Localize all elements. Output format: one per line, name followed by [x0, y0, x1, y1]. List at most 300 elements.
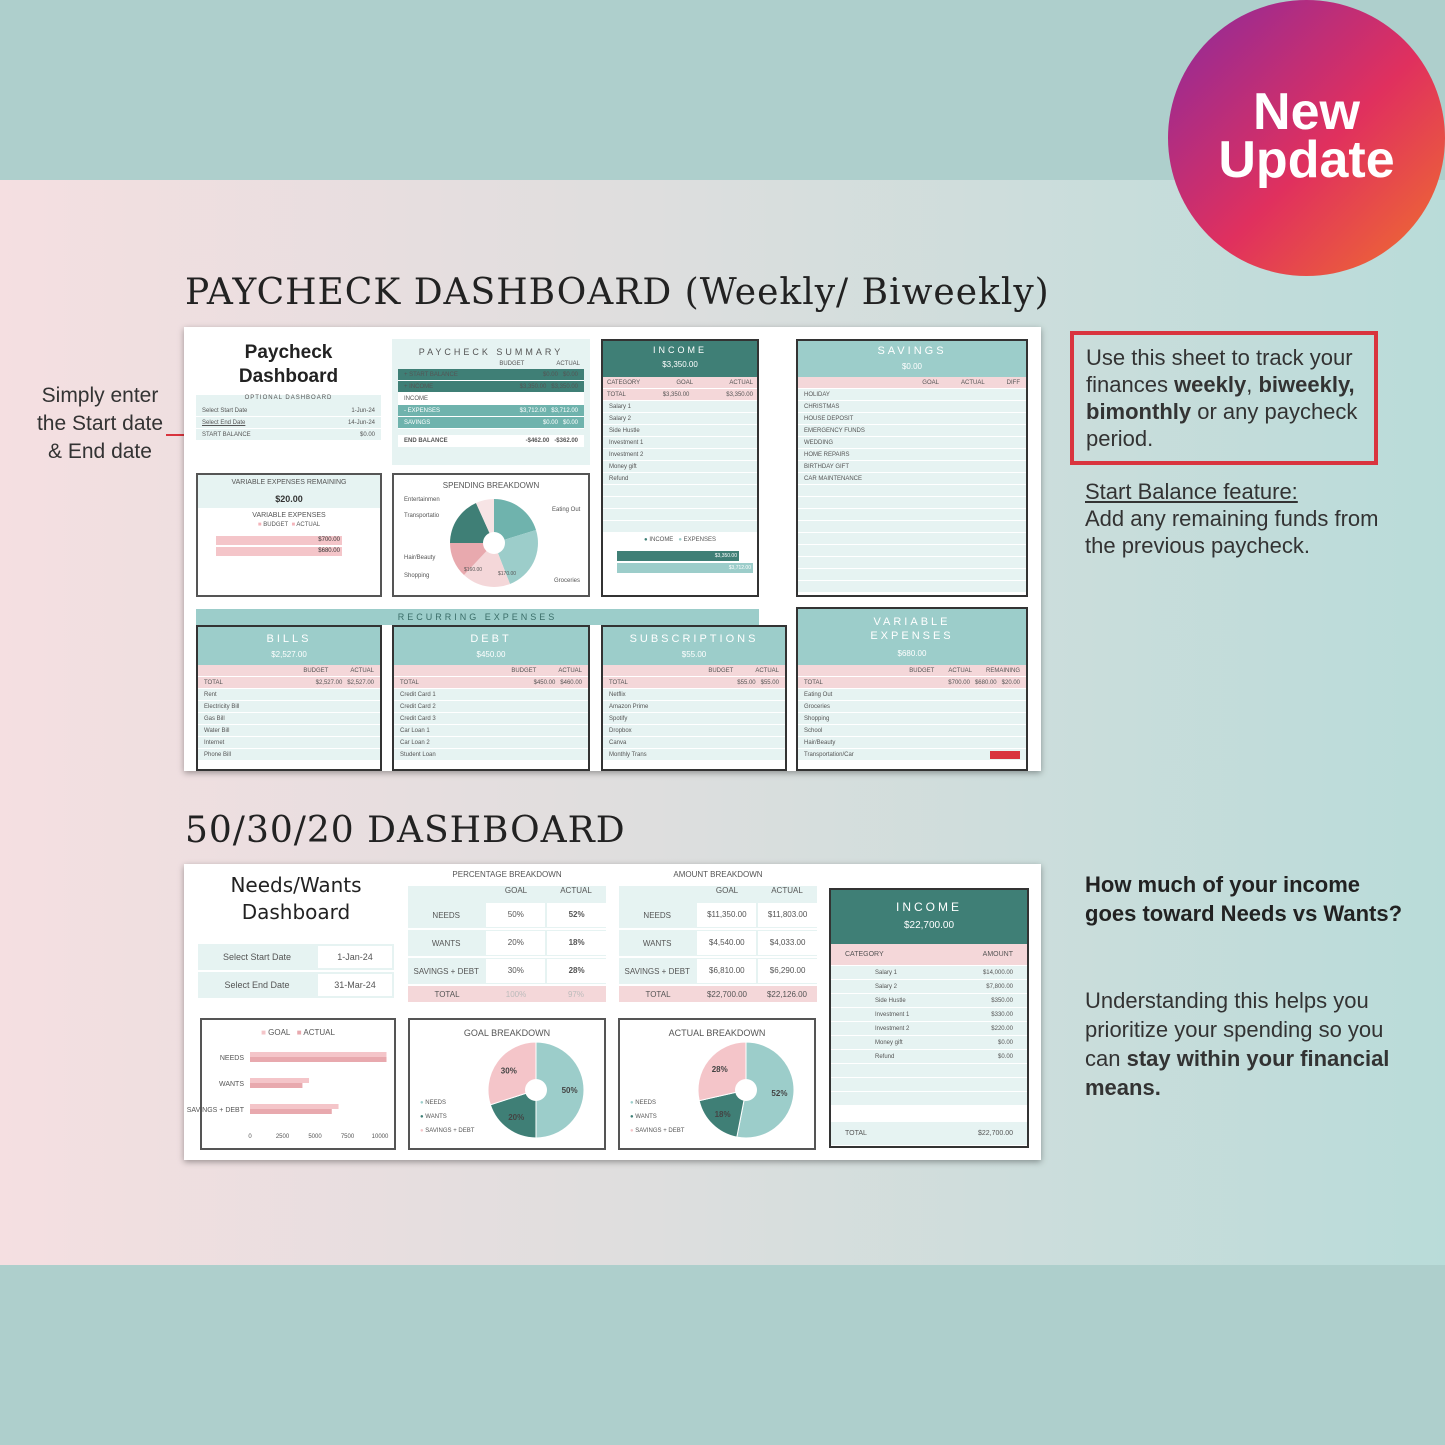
col-label: BUDGET [909, 667, 935, 674]
row-label: Select End Date [202, 419, 246, 426]
table-row [603, 725, 785, 737]
row-label: Canva [609, 739, 627, 746]
row-value: $350.00 [991, 997, 1013, 1004]
savings-header [798, 341, 1026, 377]
row-label: Credit Card 3 [400, 715, 436, 722]
badge-line-1: New [1253, 83, 1360, 141]
bar-svg [186, 1038, 398, 1150]
col-label: GOAL [676, 379, 694, 386]
legend-item: ● NEEDS [420, 1100, 446, 1106]
col-label: CATEGORY [607, 379, 641, 386]
row-label: Credit Card 2 [400, 703, 436, 710]
income-col-header [603, 377, 757, 389]
summary-row: + INCOME $3,350.00 $3,350.00 [398, 381, 584, 393]
table-row [408, 902, 606, 930]
table-row [198, 689, 380, 701]
table-row [798, 497, 1026, 509]
legend-actual: ACTUAL [296, 522, 321, 528]
table-row [798, 413, 1026, 425]
end-actual: -$362.00 [554, 437, 578, 444]
paycheck-title-block [196, 341, 381, 441]
row-label: CAR MAINTENANCE [804, 475, 863, 482]
variable-title: VARIABLE EXPENSES [870, 616, 954, 642]
row-value: $0.00 [997, 1039, 1013, 1046]
axis-tick: 10000 [371, 1134, 389, 1140]
table-row [798, 545, 1026, 557]
row-label: Spotify [609, 715, 628, 722]
table-row [603, 701, 785, 713]
amt-rows [619, 902, 817, 1002]
col-label: ACTUAL [560, 886, 592, 895]
explain-text: Understanding this helps you prioritize your spending so you can [1085, 988, 1384, 1071]
row-label: Credit Card 1 [400, 691, 436, 698]
col-label: ACTUAL [350, 667, 374, 674]
legend-item: ● WANTS [420, 1114, 447, 1120]
row-label: SAVINGS + DEBT [624, 966, 690, 976]
axis-tick: 0 [248, 1134, 252, 1140]
axis-tick: 2500 [275, 1134, 290, 1140]
paycheck-heading: PAYCHECK DASHBOARD (Weekly/ Biweekly) [185, 272, 1050, 313]
row-label: END BALANCE [404, 437, 448, 444]
row-label: Internet [204, 739, 225, 746]
bar [250, 1078, 309, 1083]
table-row [619, 958, 817, 986]
table-row [798, 449, 1026, 461]
amt-title: AMOUNT BREAKDOWN [673, 870, 763, 879]
actual-breakdown-panel [618, 1018, 816, 1150]
col-label: GOAL [715, 886, 739, 895]
row-label: EMERGENCY FUNDS [804, 427, 865, 434]
col-label: ACTUAL [755, 667, 779, 674]
table-row [603, 497, 757, 509]
row-label: BIRTHDAY GIFT [804, 463, 850, 470]
legend-goal: GOAL [268, 1028, 291, 1037]
row-label: + START BALANCE [404, 371, 458, 378]
col-label: BUDGET [511, 667, 537, 674]
table-row [798, 521, 1026, 533]
summary-row: SAVINGS $0.00 $0.00 [398, 417, 584, 429]
total-cell: TOTAL [434, 989, 460, 999]
actual-pie-title: ACTUAL BREAKDOWN [668, 1028, 766, 1038]
spend-value: $160.00 [464, 567, 483, 573]
legend-budget: BUDGET [263, 522, 289, 528]
badge-line-2: Update [1218, 131, 1395, 189]
subs-title: SUBSCRIPTIONS [629, 633, 759, 645]
pct-rows [408, 902, 606, 1002]
row-label: Water Bill [204, 727, 230, 734]
bar [250, 1104, 339, 1109]
bar [250, 1057, 387, 1062]
table-row [408, 930, 606, 958]
table-row [603, 449, 757, 461]
table-row [798, 473, 1026, 485]
row-label: Investment 2 [875, 1025, 910, 1032]
row-label: Electricity Bill [204, 703, 240, 710]
total-cell: $22,700.00 [706, 989, 748, 999]
row-label: CHRISTMAS [804, 403, 840, 410]
table-row [798, 485, 1026, 497]
table-row [798, 533, 1026, 545]
row-label: Phone Bill [204, 751, 232, 758]
savings-col-header [798, 377, 1026, 389]
spending-title: SPENDING BREAKDOWN [442, 481, 540, 490]
table-row [798, 425, 1026, 437]
pie-label: 52% [771, 1089, 788, 1099]
variable-value: $680.00 [897, 649, 927, 658]
pie-label: 30% [500, 1066, 517, 1076]
table-row [798, 713, 1026, 725]
table-row [798, 689, 1026, 701]
table-row [198, 701, 380, 713]
table-row [603, 461, 757, 473]
table-row [603, 437, 757, 449]
goal-pie-title: GOAL BREAKDOWN [463, 1028, 551, 1038]
note-bold: weekly [1174, 372, 1247, 397]
var-bar-budget [216, 536, 342, 545]
total-cell: 100% [505, 989, 527, 999]
goal-value: 30% [486, 959, 545, 983]
bar-label: NEEDS [219, 1055, 244, 1062]
row-label: HOME REPAIRS [804, 451, 850, 458]
subscriptions-panel: SUBSCRIPTIONS $55.00 BUDGET ACTUAL TOTAL $55.00 $55.00 Netflix Amazon Prime Spotify Dropbox Canva Monthly Trans [601, 625, 787, 771]
spend-label: Eating Out [552, 507, 581, 513]
bar-label: SAVINGS + DEBT [186, 1107, 244, 1114]
row-value: $7,800.00 [986, 983, 1013, 990]
table-row [798, 701, 1026, 713]
table-row [831, 1022, 1027, 1036]
row-label: Monthly Trans [609, 751, 647, 758]
table-row [198, 749, 380, 761]
row-label: HOLIDAY [804, 391, 830, 398]
table-row [831, 1050, 1027, 1064]
debt-rows [394, 689, 588, 761]
row-label: Salary 1 [875, 969, 898, 976]
amount-table [619, 870, 817, 1002]
variable-remaining-panel: VARIABLE EXPENSES REMAINING $20.00 VARIABLE EXPENSES ■ BUDGET ■ ACTUAL $700.00 $680.00 [196, 473, 382, 597]
row-label: Select Start Date [202, 407, 248, 414]
needs-wants-card [184, 864, 1041, 1160]
legend-label: SAVINGS + DEBT [425, 1128, 475, 1134]
row-label: Money gift [609, 463, 637, 470]
row-label: WEDDING [804, 439, 833, 446]
table-row [798, 401, 1026, 413]
table-row [394, 737, 588, 749]
note-text: Use this sheet to track your finances [1086, 345, 1353, 397]
savings-panel [796, 339, 1028, 597]
income-rows [603, 401, 757, 533]
row-label: Netflix [609, 691, 626, 698]
expense-bar [617, 563, 753, 573]
total-cell: TOTAL [645, 989, 671, 999]
row-label: Select Start Date [222, 952, 292, 962]
row-label: Money gift [875, 1039, 903, 1046]
table-row [408, 958, 606, 986]
actual-value: $6,290.00 [758, 959, 817, 983]
income-header [603, 341, 757, 377]
paycheck-title: Paycheck Dashboard [238, 342, 339, 387]
row-label: Groceries [804, 703, 831, 710]
side-note: Simply enter the Start date & End date [36, 384, 164, 463]
spend-label: Groceries [554, 578, 581, 584]
row-label: Salary 2 [609, 415, 632, 422]
goal-value: $4,540.00 [697, 931, 756, 955]
col-label: ACTUAL [558, 667, 582, 674]
goal-legend [420, 1096, 474, 1138]
needs-income-value: $22,700.00 [903, 920, 955, 931]
row-label: Refund [875, 1053, 895, 1060]
col-label: DIFF [1006, 379, 1020, 386]
row-value: $0.00 [359, 431, 375, 438]
table-row [603, 413, 757, 425]
row-value: $0.00 [997, 1053, 1013, 1060]
row-value: $330.00 [991, 1011, 1013, 1018]
row-label: WANTS [642, 938, 672, 948]
summary-title: PAYCHECK SUMMARY [418, 347, 564, 357]
actual-value: 28% [547, 959, 606, 983]
table-row [798, 461, 1026, 473]
row-label: TOTAL [400, 679, 419, 686]
table-row [198, 737, 380, 749]
subs-rows [603, 689, 785, 761]
start-balance-title: Start Balance feature: [1085, 479, 1298, 504]
total-row [619, 986, 817, 1002]
row-label: SAVINGS [404, 419, 431, 426]
needs-start-row[interactable] [198, 944, 394, 970]
income-value: $3,350.00 [662, 360, 698, 369]
row-label: Salary 1 [609, 403, 632, 410]
savings-rows [798, 389, 1026, 593]
needs-title: Needs/Wants Dashboard [230, 873, 362, 924]
goal-value: 50% [486, 903, 545, 927]
debt-title: DEBT [470, 633, 512, 645]
table-row [831, 966, 1027, 980]
row-label: - EXPENSES [404, 407, 441, 414]
row-label: Student Loan [400, 751, 436, 758]
row-label: Car Loan 2 [400, 739, 430, 746]
row-label: TOTAL [804, 679, 823, 686]
row-label: Transportation/Car [804, 751, 854, 758]
axis-tick: 7500 [340, 1134, 355, 1140]
spending-breakdown-panel [392, 473, 590, 597]
spend-label: Shopping [404, 573, 430, 579]
row-value: 31-Mar-24 [318, 974, 392, 996]
legend-item: ● NEEDS [630, 1100, 656, 1106]
table-row [603, 401, 757, 413]
legend-item: ● WANTS [630, 1114, 657, 1120]
col-label: ACTUAL [729, 379, 753, 386]
spend-label: Transportatio [404, 513, 440, 519]
bar-value: $3,350.00 [714, 553, 737, 559]
summary-row [398, 393, 584, 405]
legend-label: SAVINGS + DEBT [635, 1128, 685, 1134]
table-row [798, 557, 1026, 569]
income-bar [617, 551, 739, 561]
legend-label: NEEDS [425, 1100, 446, 1106]
needs-title-block [198, 872, 394, 998]
needs-bar-chart: ■ GOAL ■ ACTUAL NEEDS WANTS SAVINGS + DEBT 0 2500 5000 7500 10000 [200, 1018, 396, 1150]
legend-income: INCOME [649, 537, 674, 543]
savings-title: SAVINGS [877, 345, 947, 357]
var-bar-actual [216, 547, 342, 556]
row-label: Car Loan 1 [400, 727, 430, 734]
var-remaining-value: $20.00 [198, 490, 380, 508]
row-label: TOTAL [845, 1130, 867, 1137]
new-update-badge [1168, 0, 1445, 276]
spend-label: Hair/Beauty [404, 555, 436, 561]
legend-label: NEEDS [635, 1100, 656, 1106]
row-label: SAVINGS + DEBT [413, 966, 479, 976]
pie-label: 20% [508, 1113, 525, 1123]
bar-value: $700.00 [318, 537, 340, 543]
goal-value: $11,350.00 [697, 903, 756, 927]
table-row [798, 581, 1026, 593]
total-cell: $22,126.00 [766, 989, 808, 999]
legend-actual: ACTUAL [303, 1028, 335, 1037]
bar-value: $680.00 [318, 548, 340, 554]
table-row [394, 713, 588, 725]
table-row [603, 425, 757, 437]
pie-label: 28% [711, 1065, 728, 1075]
note-box [1070, 331, 1378, 465]
recurring-header: RECURRING EXPENSES [196, 609, 759, 625]
row-label: Select End Date [224, 980, 290, 990]
start-balance-body: Add any remaining funds from the previous paycheck. [1085, 506, 1379, 558]
row-label: + INCOME [404, 383, 434, 390]
paycheck-summary [392, 339, 590, 465]
paycheck-dashboard-card [184, 327, 1041, 771]
pie-label: 50% [561, 1086, 578, 1095]
pie-label: 18% [714, 1110, 731, 1120]
row-label: Gas Bill [204, 715, 225, 722]
bills-rows [198, 689, 380, 761]
bills-value: $2,527.00 [271, 650, 307, 659]
table-row [798, 737, 1026, 749]
row-label: NEEDS [643, 910, 671, 920]
start-balance-note [1085, 478, 1385, 559]
income-total-row: TOTAL $3,350.00 $3,350.00 [603, 389, 757, 401]
row-label: HOUSE DEPOSIT [804, 415, 854, 422]
axis-tick: 5000 [308, 1134, 322, 1140]
row-label: INCOME [404, 395, 428, 402]
row-label: Side Hustle [875, 997, 906, 1004]
row-label: Rent [204, 691, 217, 698]
row-label: Investment 1 [609, 439, 644, 446]
variable-rows [798, 689, 1026, 761]
debt-value: $450.00 [476, 650, 506, 659]
table-row [603, 509, 757, 521]
start-date-row[interactable] [196, 405, 381, 417]
row-label: Hair/Beauty [804, 739, 836, 746]
table-row [394, 689, 588, 701]
end-date-row[interactable] [196, 417, 381, 429]
row-label: Shopping [804, 715, 830, 722]
col-label: AMOUNT [982, 951, 1013, 958]
table-row [394, 749, 588, 761]
bar [250, 1052, 387, 1057]
goal-value: $6,810.00 [697, 959, 756, 983]
actual-value: 18% [547, 931, 606, 955]
row-value: $220.00 [991, 1025, 1013, 1032]
end-balance-row [398, 435, 584, 447]
row-label: Eating Out [804, 691, 833, 698]
row-label: TOTAL [204, 679, 223, 686]
explain-bold: stay within your financial means. [1085, 1046, 1390, 1100]
row-value: 1-Jun-24 [351, 407, 375, 414]
fifty-heading: 50/30/20 DASHBOARD [185, 810, 626, 851]
legend-item: ● SAVINGS + DEBT [630, 1128, 685, 1134]
row-value: 1-Jan-24 [318, 946, 392, 968]
variable-expenses-panel: VARIABLE EXPENSES $680.00 BUDGET ACTUAL REMAINING TOTAL $700.00 $680.00 $20.00 Eating Out Groceries Shopping School Hair/Beauty Transportation/Car [796, 607, 1028, 771]
needs-income-panel [829, 888, 1029, 1148]
income-panel: INCOME $3,350.00 CATEGORY GOAL ACTUAL TOTAL $3,350.00 $3,350.00 Salary 1 Salary 2 Side Hustle Investment 1 Investment 2 Money gift Refund ● INCOME ● EXPENSES $3,350.00 $3,712.00 [601, 339, 759, 597]
row-label: School [804, 727, 823, 734]
legend-label: WANTS [635, 1114, 657, 1120]
start-balance-row[interactable] [196, 429, 381, 441]
needs-income-rows [831, 966, 1027, 1106]
table-row [394, 725, 588, 737]
row-label: Refund [609, 475, 629, 482]
table-row [619, 930, 817, 958]
debt-panel: DEBT $450.00 BUDGET ACTUAL TOTAL $450.00 $460.00 Credit Card 1 Credit Card 2 Credit Card 3 Car Loan 1 Car Loan 2 Student Loan [392, 625, 590, 771]
table-row [798, 509, 1026, 521]
subs-value: $55.00 [681, 650, 707, 659]
row-value: $14,000.00 [982, 969, 1013, 976]
bills-title: BILLS [266, 633, 312, 645]
needs-income-title: INCOME [896, 900, 962, 914]
table-row [603, 485, 757, 497]
row-label: START BALANCE [202, 431, 251, 438]
table-row [198, 713, 380, 725]
bar [250, 1109, 332, 1114]
col-label: ACTUAL [948, 667, 972, 674]
col-label: BUDGET [303, 667, 329, 674]
actual-value: $11,803.00 [758, 903, 817, 927]
actual-value: 52% [547, 903, 606, 927]
table-row [831, 1036, 1027, 1050]
total-row [408, 986, 606, 1002]
col-label: GOAL [922, 379, 939, 386]
row-value: 14-Jun-24 [347, 419, 375, 426]
col-label: ACTUAL [960, 379, 985, 386]
col-label: CATEGORY [845, 951, 884, 958]
row-label: Amazon Prime [609, 703, 649, 710]
legend-label: WANTS [425, 1114, 447, 1120]
needs-end-row[interactable] [198, 972, 394, 998]
col-budget: BUDGET [499, 361, 525, 367]
bills-panel: BILLS $2,527.00 BUDGET ACTUAL TOTAL $2,527.00 $2,527.00 Rent Electricity Bill Gas Bill Water Bill Internet Phone Bill [196, 625, 382, 771]
note-bold: biweekly, bimonthly [1086, 372, 1355, 424]
table-row [831, 980, 1027, 994]
table-row [603, 713, 785, 725]
table-row [603, 689, 785, 701]
savings-value: $0.00 [901, 362, 923, 371]
optional-label: OPTIONAL DASHBOARD [196, 395, 381, 405]
note-text: , [1246, 372, 1259, 397]
table-row [798, 389, 1026, 401]
table-row [798, 569, 1026, 581]
table-row [831, 1092, 1027, 1106]
row-label: Salary 2 [875, 983, 898, 990]
row-label: Investment 2 [609, 451, 644, 458]
legend-expenses: EXPENSES [683, 537, 716, 543]
table-row [798, 437, 1026, 449]
row-label: TOTAL [609, 679, 628, 686]
table-row [603, 473, 757, 485]
bar-label: WANTS [218, 1081, 244, 1088]
actual-value: $4,033.00 [758, 931, 817, 955]
col-label: GOAL [504, 886, 528, 895]
table-row [831, 1064, 1027, 1078]
